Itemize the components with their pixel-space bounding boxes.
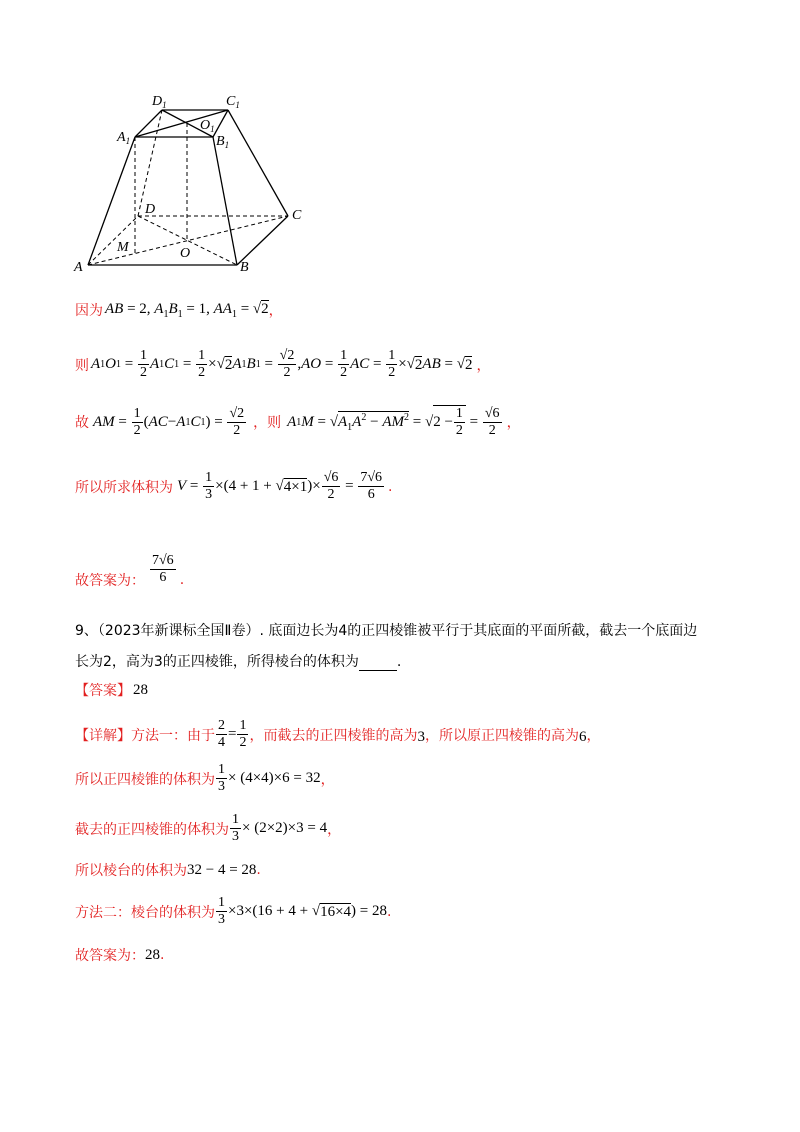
detail-3-prefix: 截去的正四棱锥的体积为	[75, 821, 229, 838]
detail-1-fraction: $\frac{2}{4}$ = $\frac{1}{2}$	[218, 718, 247, 750]
line4-math: V = $\frac{1}{3}$ ×(4 + 1 + √ 4×1 )× $\frac{√6}{2}$ = $\frac{7√6}{6}$	[177, 470, 383, 502]
detail-2-prefix: 所以正四棱锥的体积为	[75, 771, 215, 788]
line3-end: ，	[506, 415, 521, 431]
detail-line-2	[75, 762, 335, 795]
line4-prefix: 所以所求体积为	[75, 479, 173, 496]
label-D: D	[145, 202, 156, 217]
label-C: C	[292, 208, 302, 223]
line1-end: ，	[268, 303, 283, 319]
line2-prefix: 则	[75, 357, 89, 374]
detail-3-frac: $\frac{1}{3}$	[232, 812, 239, 844]
label-O: O	[180, 246, 191, 261]
detail-line-5	[75, 895, 391, 928]
solution-line-3	[75, 405, 521, 439]
detail-6-value: 28	[145, 946, 160, 963]
answer-line	[75, 680, 148, 700]
detail-4-end: .	[256, 862, 261, 878]
detail-label: 【详解】	[75, 727, 131, 744]
detail-2-frac: $\frac{1}{3}$	[218, 762, 225, 794]
question-text-2: 长为2，高为3的正四棱锥，所得棱台的体积为	[75, 654, 359, 670]
detail-line-1	[75, 718, 600, 751]
question-number: 9、	[75, 623, 98, 639]
question-text-2-end: .	[396, 654, 402, 670]
label-D1: $D_1$	[152, 94, 167, 110]
solution-line-4	[75, 470, 392, 503]
line3-math-a: AM = $\frac{1}{2}$ ( AC − A 1 C 1 ) = $\frac{√2}{2}$	[93, 405, 245, 438]
detail-3-end: ，	[327, 821, 342, 838]
detail-5-prefix: 方法二：棱台的体积为	[75, 904, 215, 921]
line3-mid: ，则	[253, 415, 282, 431]
line3-prefix: 故	[75, 415, 89, 431]
label-O1: $O_1$	[200, 118, 215, 134]
line5-prefix: 故答案为：	[75, 573, 145, 589]
detail-5-end: .	[387, 903, 392, 920]
detail-1f: ，	[586, 727, 601, 744]
label-A1: $A_1$	[117, 130, 131, 146]
line4-end: .	[388, 478, 393, 495]
line1-prefix: 因为	[75, 303, 103, 319]
detail-6-end: .	[160, 947, 165, 963]
detail-1c: 3	[417, 729, 425, 745]
detail-4-prefix: 所以棱台的体积为	[75, 863, 187, 879]
frustum-figure	[60, 85, 320, 280]
detail-2-end: ，	[320, 771, 335, 788]
label-B1: $B_1$	[216, 134, 230, 150]
line5-end: .	[179, 572, 185, 588]
solution-line-1	[75, 300, 283, 320]
detail-2-math: × (4×4)×6 = 32	[228, 770, 321, 786]
question-9-line-2	[75, 651, 401, 671]
line5-math: $\frac{7√6}{6}$	[152, 552, 174, 585]
line3-math-b: A 1 M = √ $A_1A^2 - AM^2$ = √ 2 − $\frac{1}{2}$ = $\frac{√6}{2}$	[287, 405, 500, 438]
detail-line-3	[75, 812, 341, 845]
detail-1e: 6	[578, 729, 587, 745]
detail-1a: 方法一：由于	[131, 727, 215, 744]
solution-line-5	[75, 548, 184, 590]
label-M: M	[117, 240, 129, 255]
detail-3-math: × (2×2)×3 = 4	[242, 820, 328, 836]
label-B: B	[240, 260, 249, 275]
detail-1d: ，所以原正四棱锥的高为	[424, 727, 579, 744]
solution-line-2	[75, 348, 490, 381]
question-9-line-1	[75, 620, 697, 640]
line2-end: ，	[476, 357, 491, 374]
question-source: （2023年新课标全国Ⅱ卷）	[97, 623, 260, 639]
question-text-1: . 底面边长为4的正四棱锥被平行于其底面的平面所截，截去一个底面边	[259, 623, 698, 639]
detail-6-prefix: 故答案为：	[75, 948, 145, 964]
label-C1: $C_1$	[226, 94, 240, 110]
detail-4-math: 32 − 4 = 28	[187, 861, 257, 878]
detail-line-4	[75, 860, 261, 880]
line2-math: A 1 O 1 = $\frac{1}{2}$ A 1 C 1 = $\frac{1}{2}$ ×√ 2 A 1 B 1 = $\frac{√2}{2}$ , AO = $\frac{1}{2}$ AC = $\frac{1}{2}$ ×√ 2 AB = √ 2	[91, 348, 473, 380]
detail-1b: ，而截去的正四棱锥的高为	[249, 727, 418, 744]
label-A: A	[74, 260, 83, 275]
answer-blank	[359, 656, 397, 671]
answer-label: 【答案】	[75, 683, 131, 699]
answer-value: 28	[133, 681, 148, 698]
line1-math: AB = 2, $A_1B_1 = 1$, $AA_1 = √2$	[105, 300, 269, 320]
detail-line-6	[75, 945, 164, 965]
detail-5-math: $\frac{1}{3}$ ×3×(16 + 4 + √ 16×4 ) = 28	[218, 895, 388, 927]
